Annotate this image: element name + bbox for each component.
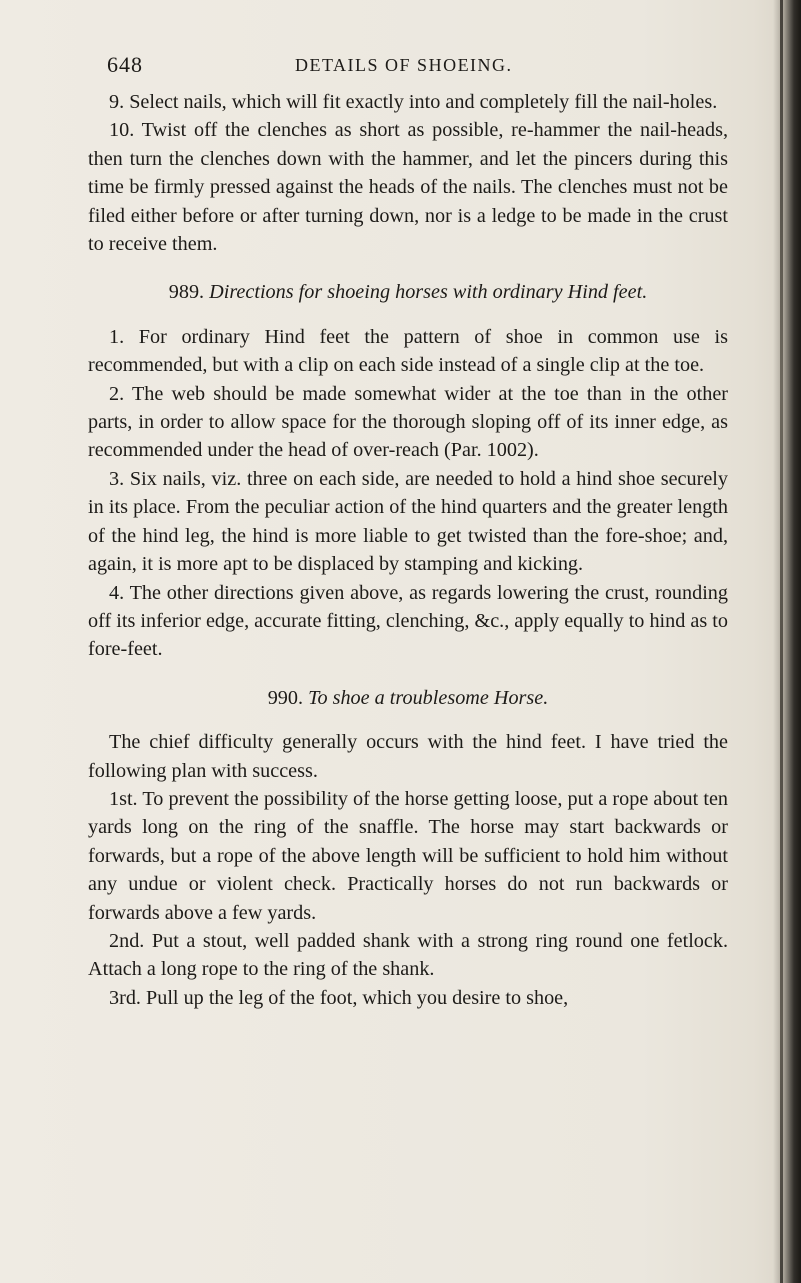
paragraph: 4. The other directions given above, as regards lowering the crust, rounding off its inferior edge, accurate fitting, clenching, &c., apply equally to hind as to fore-feet. [88,581,728,661]
paragraph: 3. Six nails, viz. three on each side, are needed to hold a hind shoe securely in its place. From the peculiar action of the hind quarters and the greater length of the hind leg, the hind is more liable to get twisted than the fore-shoe; and, again, it is more apt to be displaced by stamping and kicking. [88,467,728,576]
section-title: Directions for shoeing horses with ordinary Hind feet. [209,281,648,304]
section-heading-989 [88,278,728,306]
paragraph: 2. The web should be made somewhat wider at the toe than in the other parts, in order to allow space for the thorough sloping off of its inner edge, as recommended under the head of over-reach (Par. 1002). [88,382,728,462]
section-heading-990 [88,684,728,712]
page-number: 648 [107,52,143,77]
section-title: To shoe a troublesome Horse. [308,686,549,709]
paragraph: 2nd. Put a stout, well padded shank with a strong ring round one fetlock. Attach a long rope to the ring of the shank. [88,929,728,981]
binding-line [780,0,783,1283]
paragraph: 1. For ordinary Hind feet the pattern of shoe in common use is recommended, but with a clip on each side instead of a single clip at the toe. [88,325,728,377]
section-number: 990. [267,686,304,709]
paragraph: 9. Select nails, which will fit exactly into and completely fill the nail-holes. [109,91,718,113]
paragraph: The chief difficulty generally occurs with the hind feet. I have tried the following plan with success. [88,731,728,782]
body-text [88,88,728,1012]
page-edge-shadow [773,0,801,1283]
running-head: DETAILS OF SHOEING. [295,55,513,75]
paragraph: 3rd. Pull up the leg of the foot, which you desire to shoe, [109,986,569,1009]
paragraph: 1st. To prevent the possibility of the horse getting loose, put a rope about ten yards long on the ring of the snaffle. The horse may start backwards or forwards, but a rope of the above length will be sufficient to hold him without any undue or violent check. Practically horses do not run backwards or forwards above a few yards. [88,787,728,924]
page-header [107,52,707,82]
section-number: 989. [168,281,205,304]
paragraph: 10. Twist off the clenches as short as possible, re-hammer the nail-heads, then turn the clenches down with the hammer, and let the pincers during this time be firmly pressed against the heads of the nails. The clenches must not be filed either before or after turning down, nor is a ledge to be made in the crust to receive them. [88,119,728,256]
